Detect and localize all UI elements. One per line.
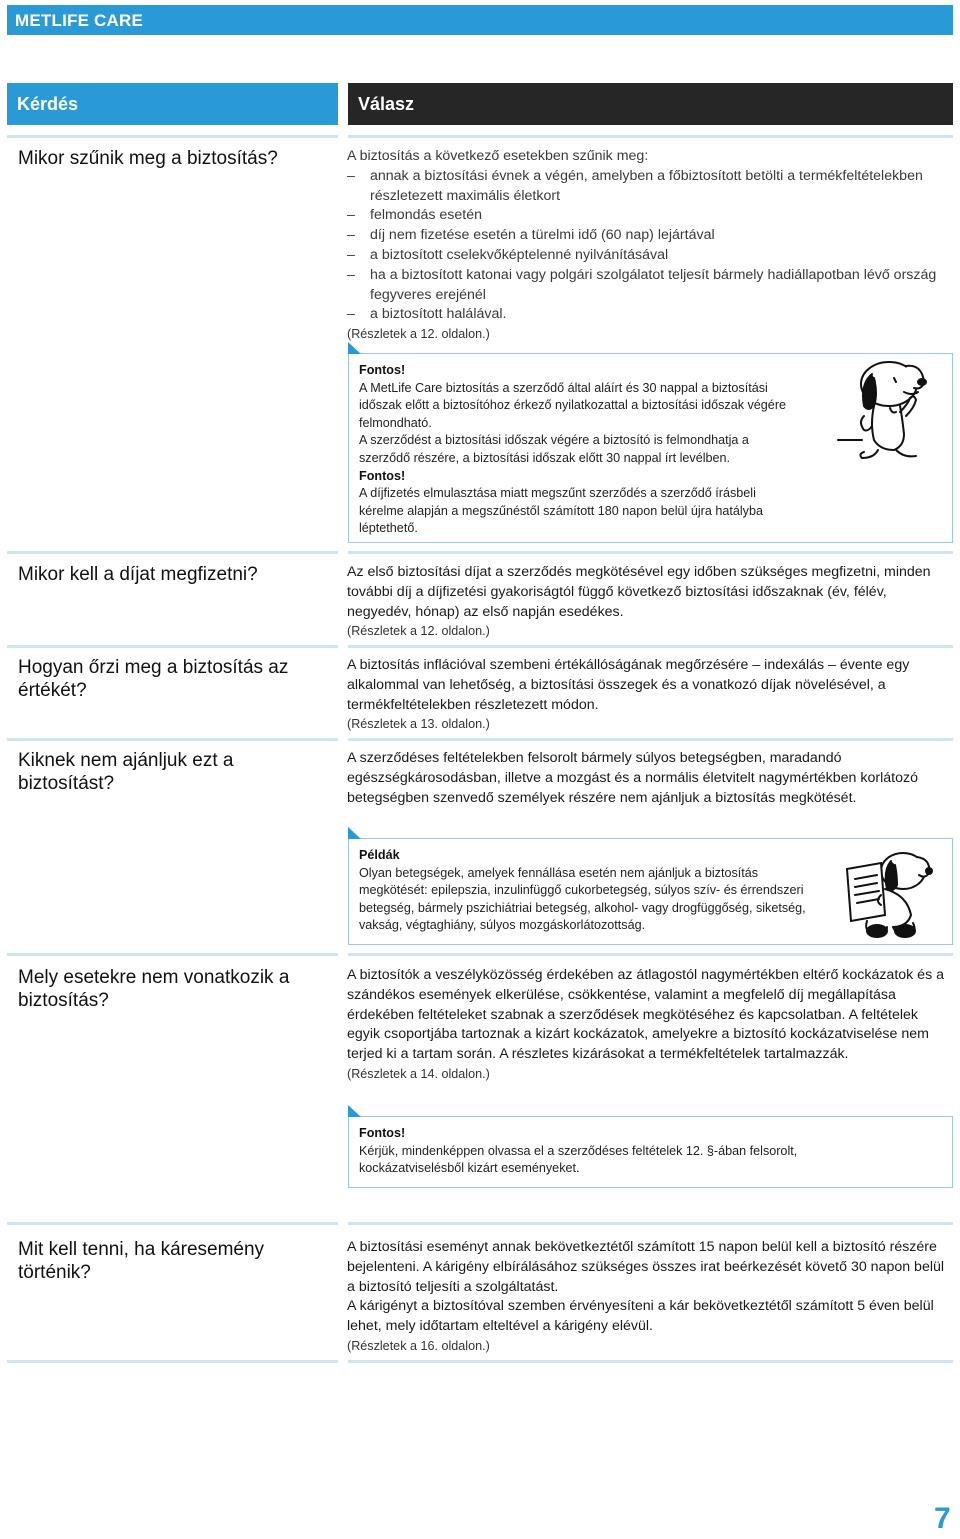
question-column-header: Kérdés [7, 83, 338, 125]
row-divider [348, 645, 953, 648]
page-reference: (Részletek a 12. oldalon.) [347, 624, 490, 639]
row-divider [7, 1360, 338, 1363]
list-item: – a biztosított cselekvőképtelenné nyilvánításával [347, 246, 947, 266]
question-termination: Mikor szűnik meg a biztosítás? [18, 148, 278, 169]
row-divider [7, 738, 338, 741]
answer-termination [347, 147, 947, 345]
list-item: – ha a biztosított katonai vagy polgári szolgálatot teljesít bármely hadiállapotban lévő ország fegyveres erejénél [347, 266, 947, 306]
row-divider [348, 1360, 953, 1363]
question-claim-event: Mit kell tenni, ha káresemény történik? [18, 1239, 265, 1283]
answer-not-recommended: A szerződéses feltételekben felsorolt bármely súlyos betegségben, maradandó egészségkárosodásban, illetve a mozgást és a normális életvitelt nagymértékben korlátozó betegségben szenvedő személyek részére nem ajánljuk a biztosítás megkötését. [347, 750, 918, 806]
question-exclusions: Mely esetekre nem vonatkozik a biztosítás? [18, 967, 290, 1011]
row-divider [7, 1222, 338, 1225]
row-divider [7, 551, 338, 554]
triangle-marker-icon [348, 1105, 361, 1117]
row-divider [7, 645, 338, 648]
notice-heading: Fontos! [359, 468, 406, 483]
answer-exclusions [347, 966, 947, 1085]
page-reference: (Részletek a 16. oldalon.) [347, 1338, 490, 1353]
notice-text [359, 362, 799, 538]
row-divider [348, 1222, 953, 1225]
notice-text [359, 1125, 824, 1178]
row-divider [348, 135, 953, 138]
list-item: – annak a biztosítási évnek a végén, amelyben a főbiztosított betölti a termékfeltételekben részletezett maximális életkort [347, 167, 947, 207]
header-bar [7, 5, 953, 35]
answer-text: Az első biztosítási díjat a szerződés megkötésével egy időben szükséges megfizetni, minden további díj a díjfizetési gyakoriságtól függő következő biztosítási időszaknak (év, félév, negyedév, hónap) az első napján esedékes. [347, 564, 931, 620]
notice-box-important [348, 353, 953, 543]
examples-paragraph: Olyan betegségek, amelyek fennállása esetén nem ajánljuk a biztosítás megkötését: epilepszia, inzulinfüggő cukorbetegség, súlyos szív- és érrendszeri betegség, bármely pszichiátriai betegség, alkohol- vagy drogfüggőség, siketség, vakság, végtaghiány, súlyos mozgáskorlátozottság. [359, 865, 806, 933]
snoopy-reading-icon [837, 845, 937, 941]
page-reference: (Részletek a 14. oldalon.) [347, 1066, 490, 1081]
notice-box-exclusions [348, 1116, 953, 1188]
answer-claim-event [347, 1238, 947, 1357]
answer-text: A biztosítás inflációval szembeni értékállóságának megőrzésére – indexálás – évente egy alkalommal van lehetőség, a biztosítási összegek és a vonatkozó díjak növelésével, a termékfeltételekben részletezett módon. [347, 657, 910, 713]
row-divider [348, 738, 953, 741]
triangle-marker-icon [348, 342, 361, 354]
answer-text: A biztosítók a veszélyközösség érdekében az átlagostól nagymértékben eltérő kockázatok és a szándékos események elkerülése, csökkentése, valamint a megfelelő díj megállapítása érdekében feltételeket szabnak a szerződések megkötéséhez és kapcsolatban. A feltételek egyik csoportjába tartoznak a kizárt kockázatok, amelyekre a biztosító kockázatviselése nem terjed ki a tartam során. A részletes kizárásokat a termékfeltételek tartalmazzák. [347, 967, 945, 1063]
notice-paragraph: A díjfizetés elmulasztása miatt megszűnt szerződés a szerződő írásbeli kérelme alapján a megszűnéstől számított 180 napon belül újra hatályba léptethető. [359, 486, 763, 536]
notice-paragraph: A MetLife Care biztosítás a szerződő által aláírt és 30 nappal a biztosítási időszak előtt a biztosítóhoz érkező nyilatkozattal a biztosítási időszak végére felmondható. [359, 380, 787, 430]
answer-column-header: Válasz [348, 83, 953, 125]
answer-text: A kárigényt a biztosítóval szemben érvényesíteni a kár bekövetkeztétől számított 5 éven belül lehet, mely időtartam elteltével a kárigény elévül. [347, 1298, 934, 1335]
notice-paragraph: Kérjük, mindenképpen olvassa el a szerződéses feltételek 12. §-ában felsorolt, kockázatviselésből kizárt eseményeket. [359, 1143, 798, 1176]
page-reference: (Részletek a 12. oldalon.) [347, 327, 490, 342]
question-premium-payment: Mikor kell a díjat megfizetni? [18, 564, 258, 585]
notice-heading: Fontos! [359, 1126, 406, 1140]
page-number: 7 [934, 1502, 951, 1535]
page-reference: (Részletek a 13. oldalon.) [347, 717, 490, 732]
snoopy-thinking-icon [834, 354, 944, 464]
examples-text [359, 847, 824, 935]
examples-box [348, 838, 953, 945]
answer-premium-payment [347, 563, 947, 642]
question-not-recommended: Kiknek nem ajánljuk ezt a biztosítást? [18, 750, 234, 794]
notice-paragraph: A szerződést a biztosítási időszak végére a biztosító is felmondhatja a szerződő részére, a biztosítási időszak előtt 30 nappal írt levélben. [359, 433, 749, 465]
row-divider [7, 135, 338, 138]
row-divider [348, 551, 953, 554]
list-item: – a biztosított halálával. [347, 305, 947, 325]
answer-intro: A biztosítás a következő esetekben szűnik meg: [347, 148, 649, 164]
question-value-preservation: Hogyan őrzi meg a biztosítás az értékét? [18, 657, 289, 701]
answer-value-preservation [347, 656, 947, 735]
row-divider [348, 953, 953, 956]
list-item: – felmondás esetén [347, 206, 947, 226]
document-title: METLIFE CARE [15, 11, 144, 30]
answer-text: A biztosítási eseményt annak bekövetkeztétől számított 15 napon belül kell a biztosító részére bejelenteni. A kárigény elbírálásához szükséges összes irat beérkezését követő 30 napon belül a biztosító teljesíti a szolgáltatást. [347, 1239, 945, 1295]
notice-heading: Fontos! [359, 363, 406, 377]
row-divider [7, 953, 338, 956]
examples-heading: Példák [359, 848, 400, 862]
triangle-marker-icon [348, 827, 361, 839]
list-item: – díj nem fizetése esetén a türelmi idő (60 nap) lejártával [347, 226, 947, 246]
